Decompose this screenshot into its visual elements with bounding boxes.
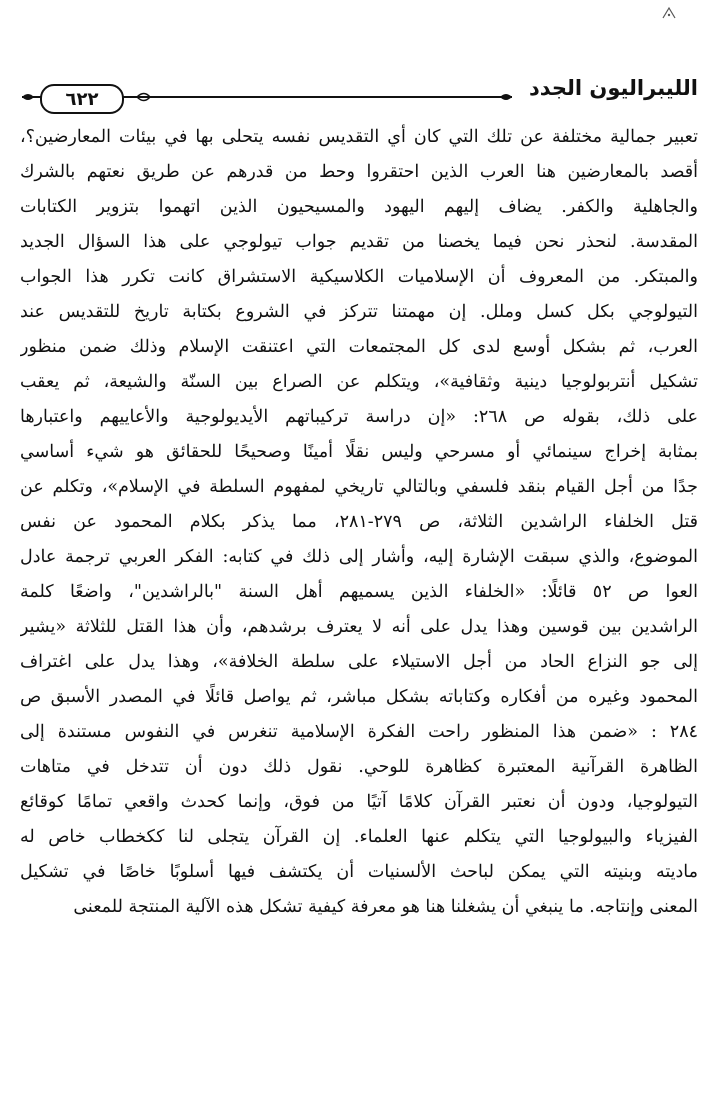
text-line: العرب، ثم بشكل أوسع لدى كل المجتمعات التي اعتنقت الإسلام وذلك ضمن منظور (20, 337, 698, 357)
text-line: العوا ص ٥٢ قائلًا: «الخلفاء الذين يسميهم أهل السنة "بالراشدين"، واضعًا كلمة (20, 582, 698, 602)
scan-mark-icon (661, 6, 677, 20)
body-text (20, 120, 698, 1080)
text-line: أقصد بالمعارضين هنا العرب الذين احتقروا وحط من قدرهم عن طريق نعتهم بالشرك (20, 162, 698, 182)
text-line: المقدسة. لنحذر نحن فيما يخصنا من تقديم جواب تيولوجي على هذا السؤال الجديد (20, 232, 698, 252)
text-line: والجاهلية والكفر. يضاف إليهم اليهود والمسيحيون الذين اتهموا بتزوير الكتابات (20, 197, 698, 217)
text-line: التيولوجيا، ودون أن نعتبر القرآن كلامًا آتيًا من فوق، وإنما كحدث واقعي تمامًا كوقائع (20, 792, 698, 812)
text-line: تشكيل أنتربولوجيا دينية وثقافية»، ويتكلم عن الصراع بين السنّة والشيعة، ثم يعقب (20, 372, 698, 392)
text-line: جدًا من أجل القيام بنقد فلسفي وبالتالي تاريخي لمفهوم السلطة في الإسلام»، وتكلم عن (20, 477, 698, 497)
text-line: الراشدين بين قوسين وهذا يدل على أنه لا يعترف برشدهم، وأن هذا القتل للثلاثة «يشير (20, 617, 698, 637)
text-line: تعبير جمالية مختلفة عن تلك التي كان أي التقديس نفسه يتحلى بها في بيئات المعارضين؟، (20, 127, 698, 147)
page-number: ٦٢٢ (40, 84, 124, 114)
text-line: الموضوع، والذي سبقت الإشارة إليه، وأشار إلى ذلك في كتابه: الفكر العربي ترجمة عادل (20, 547, 698, 567)
text-line: بمثابة إخراج سينمائي أو مسرحي وليس نقلًا أمينًا وصحيحًا للحقائق هو شيء أساسي (20, 442, 698, 462)
running-title: الليبراليون الجدد (528, 76, 698, 100)
text-line: المحمود وغيره من أفكاره وكتاباته بشكل مباشر، ثم يواصل قائلًا في المصدر الأسبق ص (20, 687, 698, 707)
text-line: ٢٨٤ : «ضمن هذا المنظور راحت الفكرة الإسلامية تنغرس في النفوس مستندة إلى (20, 722, 698, 742)
text-line: قتل الخلفاء الراشدين الثلاثة، ص ٢٧٩-٢٨١، مما يذكر بكلام المحمود عن نفس (20, 512, 698, 532)
text-line: المعنى وإنتاجه. ما ينبغي أن يشغلنا هنا هو معرفة كيفية تشكل هذه الآلية المنتجة للمعنى (73, 897, 698, 917)
text-line: ماديته وبنيته التي يمكن لباحث الألسنيات أن يكتشف فيها أسلوبًا خاصًا في تشكيل (20, 862, 698, 882)
text-line: التيولوجي بكل كسل وملل. إن مهمتنا تتركز في الشروع بكتابة تاريخ للتقديس عند (20, 302, 698, 322)
text-line: الفيزياء والبيولوجيا التي يتكلم عنها العلماء. إن القرآن يتجلى لنا ككخطاب خاص له (20, 827, 698, 847)
text-line: إلى جو النزاع الحاد من أجل الاستيلاء على سلطة الخلافة»، وهذا يدل على اغتراف (20, 652, 698, 672)
text-line: الظاهرة القرآنية المعتبرة كظاهرة للوحي. نقول ذلك دون أن تتدخل في متاهات (20, 757, 698, 777)
text-line: على ذلك، بقوله ص ٢٦٨: «إن دراسة تركيباتهم الأيديولوجية والأعاييهم واعتبارها (20, 407, 698, 427)
page-header (22, 74, 698, 114)
text-line: والمبتكر. من المعروف أن الإسلاميات الكلاسيكية الاستشراق كانت تكرر هذا الجواب (20, 267, 698, 287)
